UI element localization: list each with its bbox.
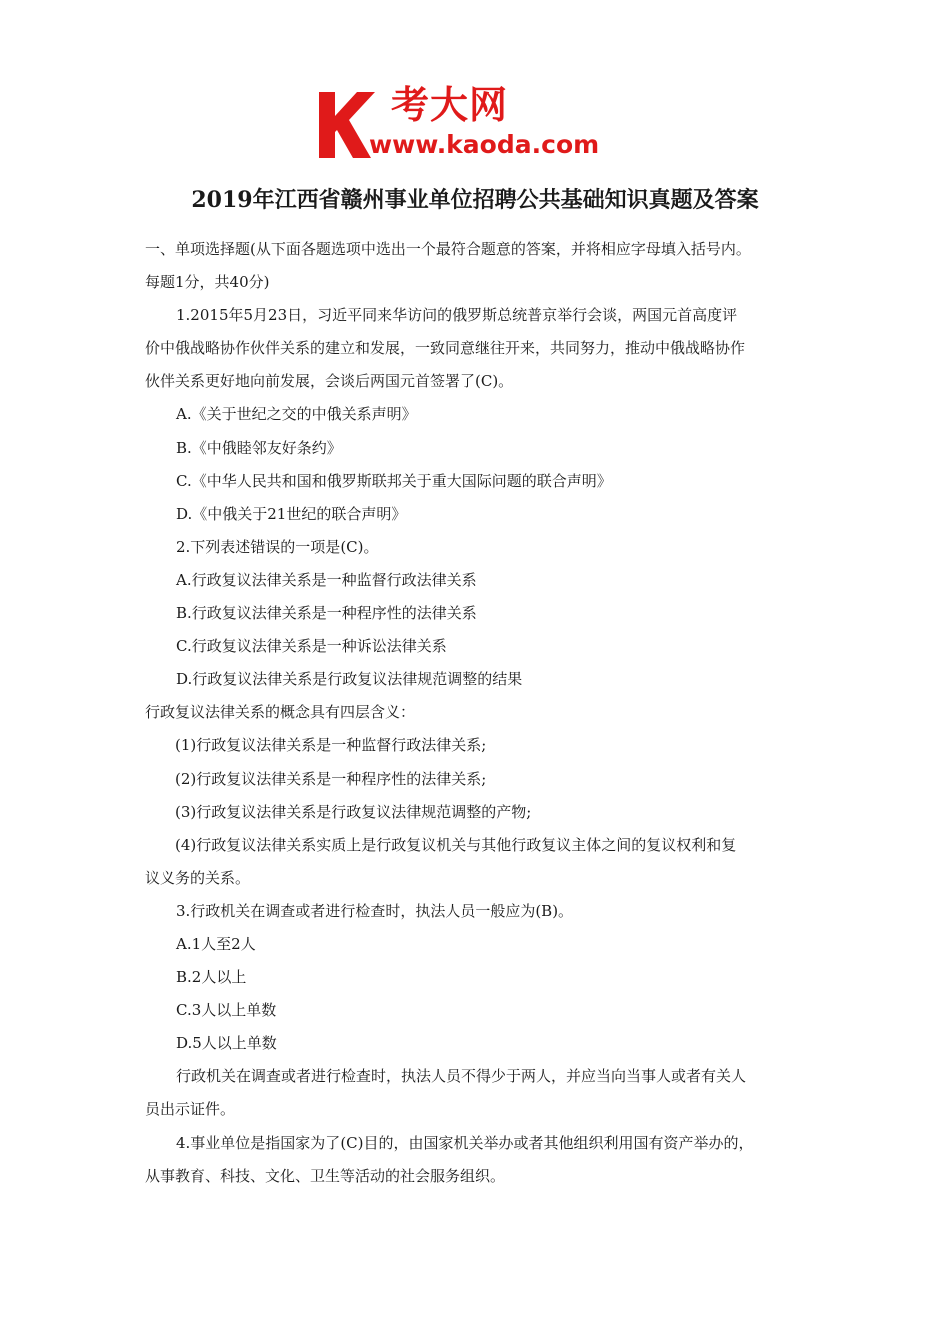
text-line: 伙伴关系更好地向前发展，会谈后两国元首签署了(C)。 xyxy=(145,372,514,391)
text-line: 行政机关在调查或者进行检查时，执法人员不得少于两人，并应当向当事人或者有关人 xyxy=(176,1067,747,1086)
text-line: 1.2015年5月23日，习近平同来华访问的俄罗斯总统普京举行会谈，两国元首高度评 xyxy=(176,306,738,325)
text-line: (4)行政复议法律关系实质上是行政复议机关与其他行政复议主体之间的复议权利和复 xyxy=(175,835,737,854)
text-line: C.3人以上单数 xyxy=(176,1001,277,1020)
text-line: D.行政复议法律关系是行政复议法律规范调整的结果 xyxy=(176,670,523,689)
text-line: 一、单项选择题(从下面各题选项中选出一个最符合题意的答案，并将相应字母填入括号内。 xyxy=(145,240,751,258)
text-line: D.《中俄关于21世纪的联合声明》 xyxy=(176,504,407,523)
text-line: B.行政复议法律关系是一种程序性的法律关系 xyxy=(176,604,477,623)
text-line: 2.下列表述错误的一项是(C)。 xyxy=(176,537,379,556)
text-line: A.行政复议法律关系是一种监督行政法律关系 xyxy=(176,570,477,589)
page-title: 2019年江西省赣州事业单位招聘公共基础知识真题及答案 xyxy=(191,187,759,213)
text-line: 价中俄战略协作伙伴关系的建立和发展，一致同意继往开来，共同努力，推动中俄战略协作 xyxy=(145,339,746,358)
text-line: 3.行政机关在调查或者进行检查时，执法人员一般应为(B)。 xyxy=(176,901,574,920)
text-line: 行政复议法律关系的概念具有四层含义： xyxy=(145,703,416,722)
text-line: D.5人以上单数 xyxy=(176,1034,277,1053)
kaoda-logo xyxy=(313,80,643,162)
text-line: (2)行政复议法律关系是一种程序性的法律关系; xyxy=(175,769,487,788)
text-line: (1)行政复议法律关系是一种监督行政法律关系; xyxy=(175,736,487,755)
text-line: 4.事业单位是指国家为了(C)目的，由国家机关举办或者其他组织利用国有资产举办的， xyxy=(176,1133,754,1152)
text-line: 员出示证件。 xyxy=(145,1100,236,1119)
text-line: C.行政复议法律关系是一种诉讼法律关系 xyxy=(176,637,447,656)
logo-url-text: www.kaoda.com xyxy=(369,130,600,159)
text-line: (3)行政复议法律关系是行政复议法律规范调整的产物; xyxy=(175,802,532,821)
text-line: 每题1分，共40分) xyxy=(145,273,270,292)
text-line: 议义务的关系。 xyxy=(145,868,251,887)
text-line: 从事教育、科技、文化、卫生等活动的社会服务组织。 xyxy=(145,1166,506,1185)
text-line: B.2人以上 xyxy=(176,968,247,987)
document-body xyxy=(145,233,815,1193)
text-line: C.《中华人民共和国和俄罗斯联邦关于重大国际问题的联合声明》 xyxy=(176,471,612,490)
text-line: A.1人至2人 xyxy=(176,934,256,953)
text-line: A.《关于世纪之交的中俄关系声明》 xyxy=(176,405,417,424)
logo-chinese-text: 考大网 xyxy=(391,83,509,127)
text-line: B.《中俄睦邻友好条约》 xyxy=(176,438,342,457)
